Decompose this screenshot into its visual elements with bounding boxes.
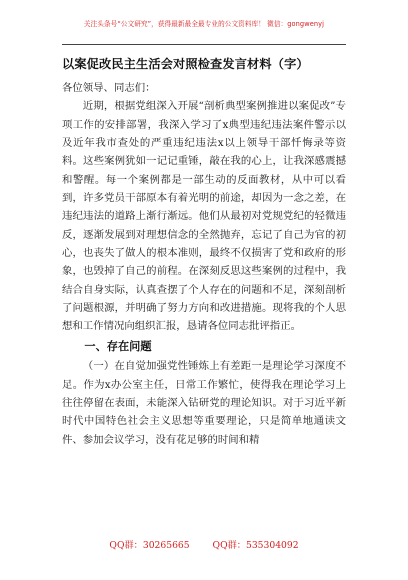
header-divider bbox=[62, 44, 346, 45]
document-body bbox=[62, 79, 346, 449]
section-paragraph: （一）在自觉加强党性锤炼上有差距一是理论学习深度不足。作为x办公室主任，日常工作繁忙，使得我在理论学习上往往停留在表面，未能深入钻研党的理论知识。对于习近平新时代中国特色社会主义思想等重要理论，只是简单地通读文件、参加会议学习，没有花足够的时间和精 bbox=[62, 360, 346, 446]
section-heading: 一、存在问题 bbox=[84, 339, 152, 353]
document-title: 以案促改民主生活会对照检查发言材料（字） bbox=[62, 57, 309, 71]
footer-contacts bbox=[0, 537, 408, 551]
top-banner-text: 关注头条号“公文研究”，获得最新最全最专业的公文资料库！ 微信：gongwenyj bbox=[83, 20, 325, 28]
body-paragraph: 近期，根据党组深入开展“剖析典型案例推进以案促改”专项工作的安排部署，我深入学习了x典型违纪违法案件警示以及近年我市查处的严重违纪违法x以上领导干部忏悔录等资料。这些案例犹如一记记重锤，敲在我的心上，让我深感震撼和警醒。每一个案例都是一部生动的反面教材，从中可以看到，许多党员干部原本有着光明的前途，却因为一念之差，在违纪违法的道路上渐行渐远。他们从最初对党规党纪的轻微违反，逐渐发展到对理想信念的全然抛弃，忘记了自己为官的初心，也丧失了做人的根本准则，最终不仅损害了党和政府的形象，也毁掉了自己的前程。在深刻反思这些案例的过程中，我结合自身实际，认真查摆了个人存在的问题和不足，深刻剖析了问题根源，并明确了努力方向和改进措施。现将我的个人思想和工作情况向组织汇报，恳请各位同志批评指正。 bbox=[62, 100, 346, 333]
footer-qq-group-left: QQ群：30265665 bbox=[109, 540, 190, 551]
salutation: 各位领导、同志们： bbox=[62, 82, 156, 94]
footer-qq-group-right: QQ群：535304092 bbox=[212, 540, 299, 551]
